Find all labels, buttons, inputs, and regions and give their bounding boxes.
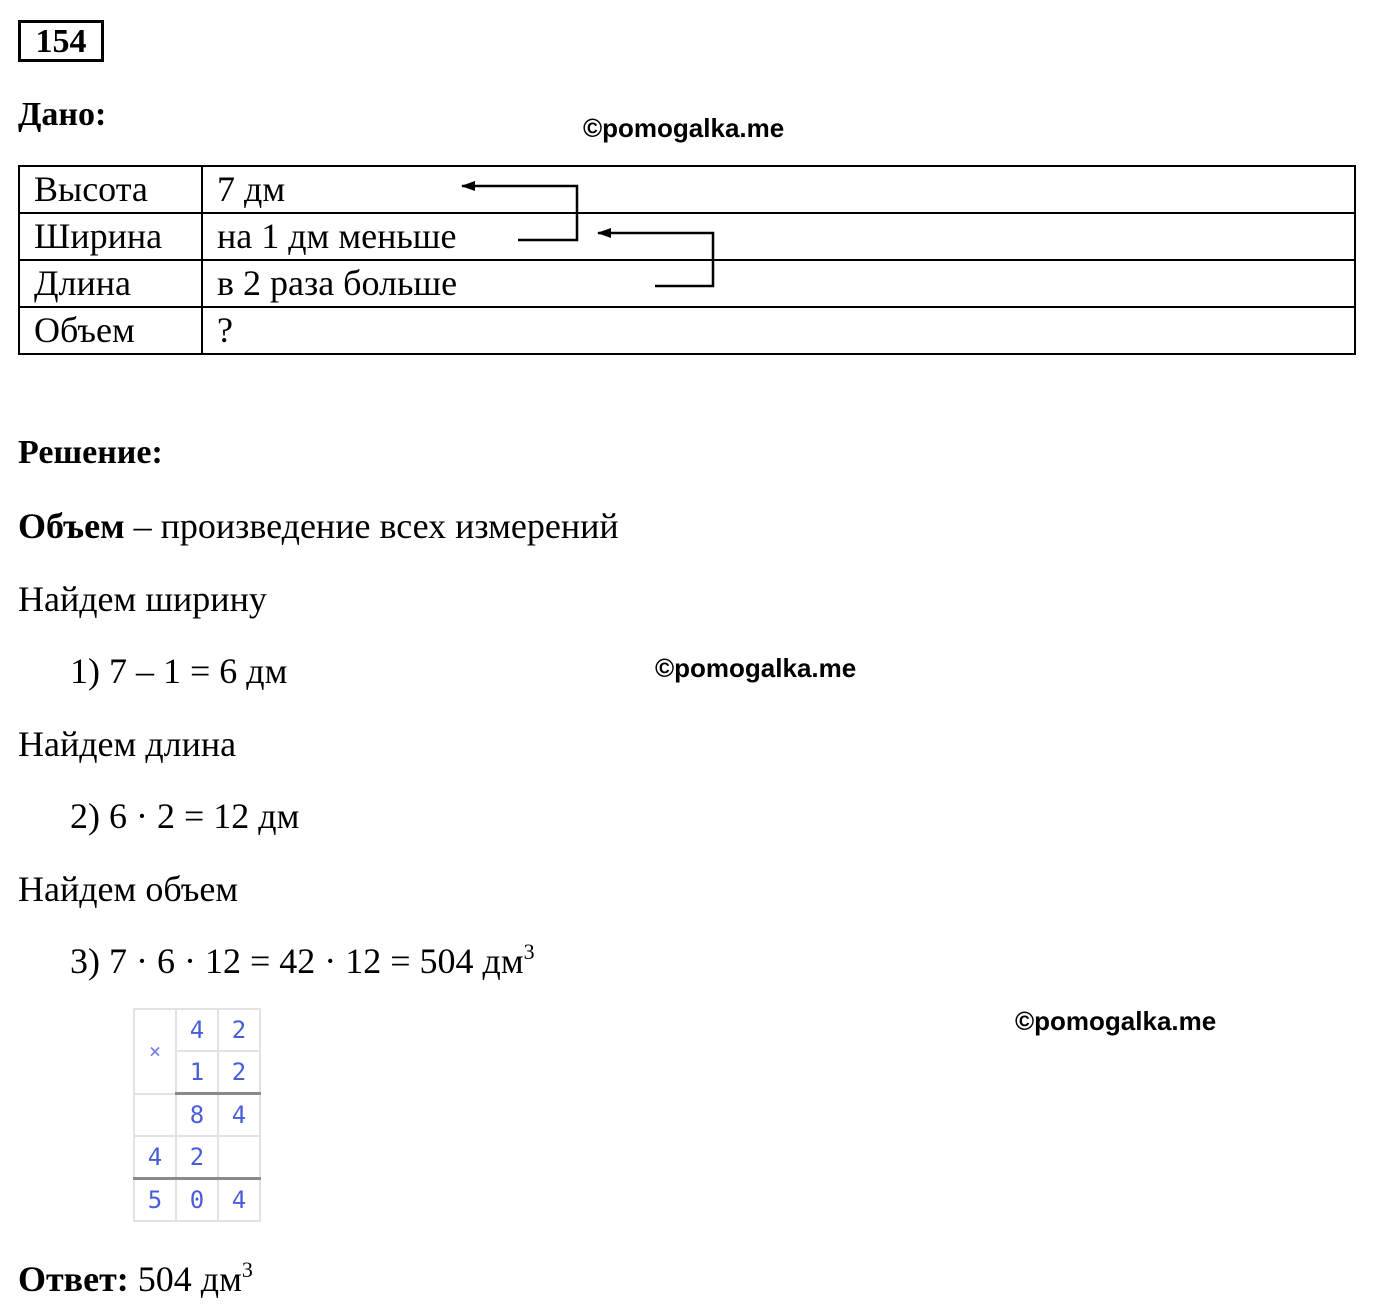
mult-digit: 4 (218, 1094, 260, 1137)
given-heading: Дано: (18, 96, 107, 133)
mult-row-partial-1 (134, 1094, 260, 1137)
given-value-volume: ? (202, 307, 1355, 354)
volume-definition (18, 505, 619, 547)
mult-digit: 5 (134, 1179, 176, 1222)
answer-value: 504 дм (128, 1259, 242, 1299)
step-1: 1) 7 – 1 = 6 дм (70, 651, 288, 691)
mult-digit: 0 (176, 1179, 218, 1222)
find-length-text: Найдем длина (18, 724, 237, 764)
answer (18, 1258, 253, 1300)
problem-number: 154 (18, 20, 104, 62)
watermark-middle: ©pomogalka.me (655, 653, 857, 683)
mult-row-partial-2 (134, 1136, 260, 1179)
mult-digit: 2 (176, 1136, 218, 1179)
mult-digit: 8 (176, 1094, 218, 1137)
mult-row-result (134, 1179, 260, 1222)
mult-digit: 4 (218, 1179, 260, 1222)
given-label-volume: Объем (19, 307, 202, 354)
given-label-length: Длина (19, 260, 202, 307)
answer-label: Ответ: (18, 1259, 129, 1299)
mult-digit: 2 (218, 1009, 260, 1051)
definition-text: – произведение всех измерений (124, 506, 619, 546)
column-multiplication (133, 1008, 261, 1222)
given-row-volume (19, 307, 1355, 354)
mult-digit: 4 (176, 1009, 218, 1051)
mult-digit: 2 (218, 1051, 260, 1094)
given-label-width: Ширина (19, 213, 202, 260)
watermark-top: ©pomogalka.me (583, 113, 785, 143)
given-table (18, 165, 1356, 355)
step-2: 2) 6 · 2 = 12 дм (70, 796, 300, 836)
solution-heading: Решение: (18, 434, 163, 471)
step-3-expression: 3) 7 · 6 · 12 = 42 · 12 = 504 дм (70, 941, 524, 981)
given-value-height: 7 дм (202, 166, 1355, 213)
definition-term: Объем (18, 506, 125, 546)
mult-digit (134, 1094, 176, 1137)
step-3-exponent: 3 (523, 939, 535, 964)
given-label-height: Высота (19, 166, 202, 213)
given-value-width: на 1 дм меньше (202, 213, 1355, 260)
mult-digit: 4 (134, 1136, 176, 1179)
mult-digit (218, 1136, 260, 1179)
given-row-length (19, 260, 1355, 307)
given-value-length: в 2 раза больше (202, 260, 1355, 307)
multiply-sign: × (134, 1009, 176, 1094)
mult-digit: 1 (176, 1051, 218, 1094)
given-row-width (19, 213, 1355, 260)
mult-row-multiplicand (134, 1009, 260, 1051)
given-row-height (19, 166, 1355, 213)
find-width-text: Найдем ширину (18, 579, 267, 619)
find-volume-text: Найдем объем (18, 869, 239, 909)
step-3 (70, 940, 535, 982)
watermark-right: ©pomogalka.me (1015, 1006, 1217, 1036)
answer-exponent: 3 (241, 1257, 253, 1282)
